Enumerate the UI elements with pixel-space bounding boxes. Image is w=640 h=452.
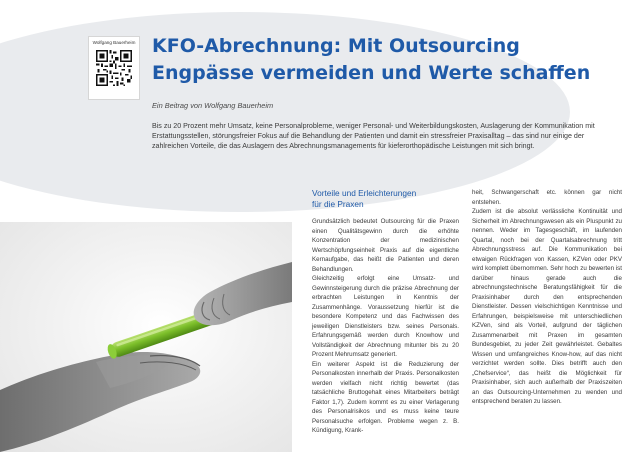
- article-intro: Bis zu 20 Prozent mehr Umsatz, keine Personalprobleme, weniger Personal- und Weiterbildungskosten, Auslagerung der Kommunikation mit Erstattungsstellen, störungsfreier Fokus auf die Behandlung der Patienten und damit ein stressfreier Praxisalltag – das sind nur einige der zahlreichen Vorteile, die das Auslagern des Abrechnungsmanagements für kieferorthopädische Leistungen mit sich bringt.: [152, 122, 595, 150]
- qr-code-box[interactable]: [88, 36, 140, 100]
- hands-baton-illustration: [0, 222, 292, 452]
- column-right-text: heit, Schwangerschaft etc. können gar nicht entstehen. Zudem ist die absolut verlässliche Kontinuität und Sicherheit im Abrechnungswesen als ein Pluspunkt zu nennen. Weder im Tagesgeschäft, im laufenden Quartal, noch bei der Quartalsabrechnung tritt Abrechnungsstress auf. Die Kommunikation bei etwaigen Rückfragen von Kassen, KZVen oder PKV wird komplett übernommen. Sehr hoch zu bewerten ist darüber hinaus gerade auch die abrechnungstechnische Beratungsfähigkeit für die Praxisinhaber durch den entsprechenden Dienstleister. Dessen vielschichtigen Kenntnisse und Erfahrungen, beispielsweise mit unterschiedlichen KZVen, sind als Vorteil, aufgrund der täglichen Zusammenarbeit mit Praxen im gesamten Bundesgebiet, zu jeder Zeit gewährleistet. Gebaltes Wissen und umfangreiches Know-how, auf das nicht verzichtet werden sollte. Dies betrifft auch den „Chefservice“, das heißt die Möglichkeit für Praxisinhaber, sich auch außerhalb der Praxiszeiten an das Outsourcing-Unternehmen zu wenden und entsprechend beraten zu lassen.: [472, 189, 622, 405]
- article-column-right: [472, 188, 622, 407]
- section-subheading: Vorteile und Erleichterungen für die Praxen: [312, 188, 417, 209]
- relay-baton-photo: [0, 222, 292, 452]
- article-author: Ein Beitrag von Wolfgang Bauerheim: [152, 101, 274, 110]
- column-left-text: Grundsätzlich bedeutet Outsourcing für die Praxen einen Qualitätsgewinn durch die erhöhte Konzentration der medizinischen Wertschöpfungseinheit Praxis auf die eigentliche Kernaufgabe, das heißt die Patienten und deren Behandlungen. Gleichzeitig erfolgt eine Umsatz- und Gewinnsteigerung durch die präzise Abrechnung der erbrachten Leistungen in Kenntnis der Zusammenhänge. Voraussetzung hierfür ist die besondere Kompetenz und das Fachwissen des jeweiligen Dienstleisters bzw. seines Personals. Erfahrungsgemäß werden durch Knowhow und Vollständigkeit der Abrechnung mitunter bis zu 20 Prozent Mehrumsatz generiert. Ein weiterer Aspekt ist die Reduzierung der Personalkosten innerhalb der Praxis. Personalkosten werden vielfach nicht richtig bewertet (das tatsächliche Bruttogehalt eines Mitarbeiters beträgt Faktor 1,7). Zudem kommt es zu einer Verlagerung des Personalrisikos und es muss keine teure Personalsuche erfolgen. Probleme wegen z. B. Kündigung, Krank-: [312, 218, 459, 434]
- qr-label: Wolfgang Bauerheim: [92, 40, 136, 45]
- qr-code-icon: [96, 50, 132, 86]
- article-title: KFO-Abrechnung: Mit Outsourcing Engpässe vermeiden und Werte schaffen: [152, 35, 591, 84]
- article-column-left: [312, 188, 459, 436]
